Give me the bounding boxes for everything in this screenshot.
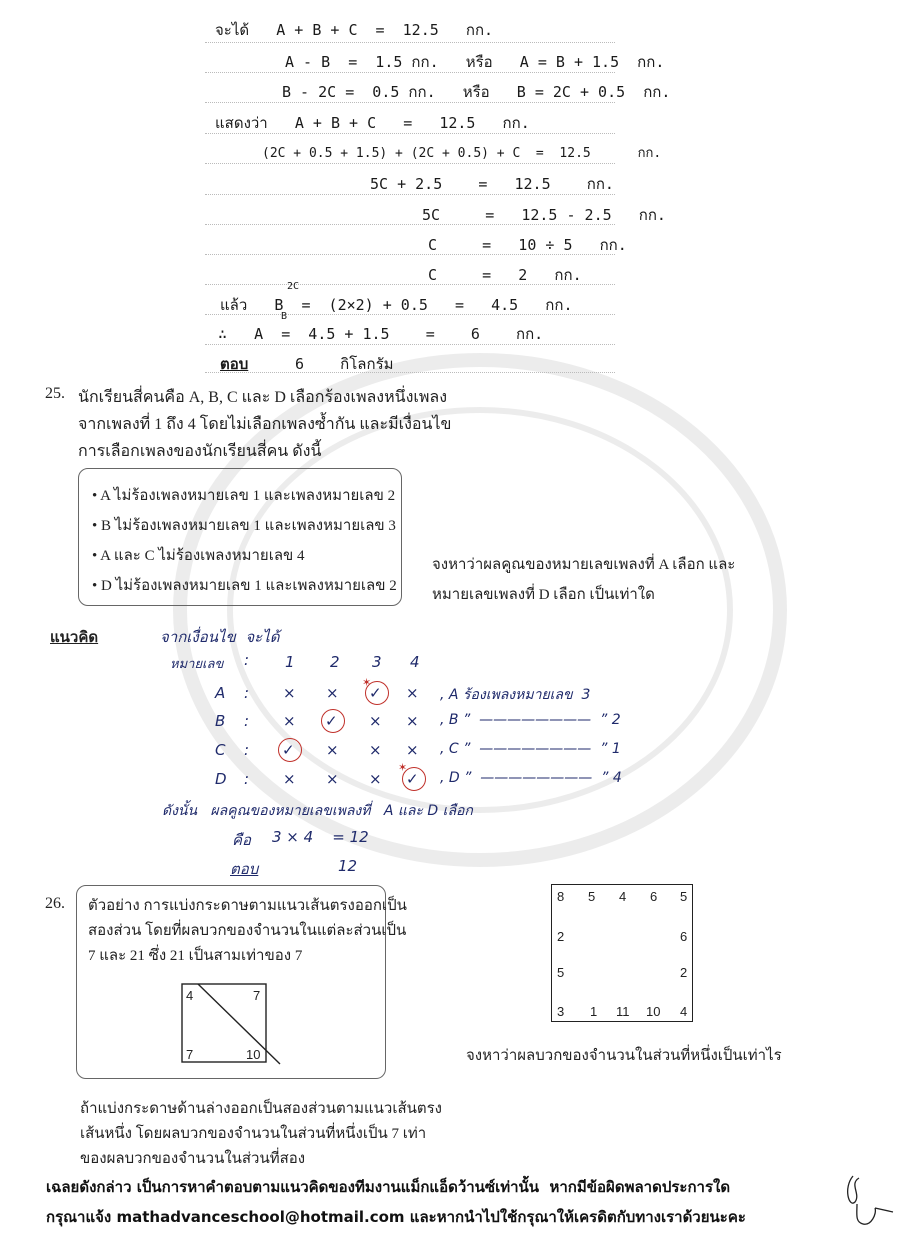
mark-a4: × — [406, 684, 419, 702]
song-2: 2 — [330, 653, 340, 671]
mark-b2: ✓ — [325, 712, 338, 730]
grid-right-2: 2 — [680, 965, 688, 980]
work-line-9: C = 2 กก. — [428, 266, 582, 284]
note-d: , D ” ———————— ” 4 — [440, 770, 622, 786]
example-square — [180, 982, 284, 1066]
condition-4: • D ไม่ร้องเพลงหมายเลข 1 และเพลงหมายเลข 2 — [92, 578, 397, 594]
note-a: , A ร้องเพลงหมายเลข 3 — [440, 687, 591, 703]
q25-text-1: นักเรียนสี่คนคือ A, B, C และ D เลือกร้องเพลงหนึ่งเพลง — [78, 389, 448, 406]
grid-bottom-2: 1 — [590, 1004, 598, 1019]
mark-b4: × — [406, 712, 419, 730]
condition-3: • A และ C ไม่ร้องเพลงหมายเลข 4 — [92, 548, 305, 564]
work-line-5: (2C + 0.5 + 1.5) + (2C + 0.5) + C = 12.5 กก. — [262, 146, 662, 161]
note-b: , B ” ———————— ” 2 — [440, 712, 621, 728]
mark-d1: × — [283, 770, 296, 788]
approach-answer-value: 12 — [338, 857, 358, 875]
work-line-7: 5C = 12.5 - 2.5 กก. — [422, 206, 666, 224]
row-name-b: B — [215, 712, 226, 730]
star-icon-d: ✶ — [398, 761, 408, 774]
superscript-2c: 2C — [287, 281, 300, 292]
q25-number: 25. — [45, 385, 65, 402]
mark-d4: ✓ — [406, 770, 419, 788]
grid-top-2: 5 — [588, 889, 596, 904]
song-3: 3 — [372, 653, 382, 671]
q26-text-1: ถ้าแบ่งกระดาษด้านล่างออกเป็นสองส่วนตามแนวเส้นตรง — [80, 1101, 442, 1117]
grid-top-3: 4 — [619, 889, 627, 904]
grid-bottom-5: 4 — [680, 1004, 688, 1019]
grid-top-5: 5 — [680, 889, 688, 904]
answer-value: 6 กิโลกรัม — [295, 355, 394, 373]
q26-text-3: ของผลบวกของจำนวนในส่วนที่สอง — [80, 1151, 306, 1167]
approach-answer-label: ตอบ — [230, 860, 259, 878]
condition-1: • A ไม่ร้องเพลงหมายเลข 1 และเพลงหมายเลข 2 — [92, 488, 396, 504]
approach-intro: จากเงื่อนไข จะได้ — [160, 628, 280, 646]
work-line-4: แสดงว่า A + B + C = 12.5 กก. — [215, 114, 530, 132]
answer-label: ตอบ — [220, 355, 249, 373]
mark-c3: × — [369, 741, 382, 759]
work-line-11: ∴ A = 4.5 + 1.5 = 6 กก. — [218, 325, 544, 343]
mark-b3: × — [369, 712, 382, 730]
grid-top-1: 8 — [557, 889, 565, 904]
grid-left-1: 2 — [557, 929, 565, 944]
q26-question: จงหาว่าผลบวกของจำนวนในส่วนที่หนึ่งเป็นเท่าไร — [466, 1048, 782, 1064]
q25-text-3: การเลือกเพลงของนักเรียนสี่คน ดังนี้ — [78, 443, 322, 460]
example-line-2: สองส่วน โดยที่ผลบวกของจำนวนในแต่ละส่วนเป็น — [88, 923, 407, 939]
header-label: หมายเลข — [170, 657, 224, 672]
mark-c2: × — [326, 741, 339, 759]
approach-label: แนวคิด — [50, 628, 99, 646]
row-colon-a: : — [244, 684, 250, 702]
row-colon-b: : — [244, 712, 250, 730]
mark-d3: × — [369, 770, 382, 788]
q25-question-1: จงหาว่าผลคูณของหมายเลขเพลงที่ A เลือก และ — [432, 557, 736, 573]
q26-text-2: เส้นหนึ่ง โดยผลบวกของจำนวนในส่วนที่หนึ่งเป็น 7 เท่า — [80, 1126, 427, 1142]
mark-c4: × — [406, 741, 419, 759]
mark-a3: ✓ — [369, 684, 382, 702]
grid-bottom-4: 10 — [646, 1004, 661, 1019]
superscript-b: B — [281, 311, 288, 322]
row-colon-c: : — [244, 741, 250, 759]
grid-left-2: 5 — [557, 965, 565, 980]
signature — [835, 1168, 895, 1230]
calc: 3 × 4 = 12 — [272, 828, 369, 846]
conclusion: ดังนั้น ผลคูณของหมายเลขเพลงที่ A และ D เลือก — [162, 803, 473, 819]
star-icon-a: ✶ — [362, 676, 372, 689]
row-name-c: C — [215, 741, 226, 759]
grid-right-1: 6 — [680, 929, 688, 944]
work-line-8: C = 10 ÷ 5 กก. — [428, 236, 627, 254]
mark-a2: × — [326, 684, 339, 702]
grid-top-4: 6 — [650, 889, 658, 904]
row-colon-d: : — [244, 770, 250, 788]
grid-bottom-1: 3 — [557, 1004, 565, 1019]
example-num-tl: 4 — [186, 988, 194, 1003]
grid-bottom-3: 11 — [616, 1004, 630, 1019]
example-line-3: 7 และ 21 ซึ่ง 21 เป็นสามเท่าของ 7 — [88, 948, 303, 964]
example-num-tr: 7 — [253, 988, 261, 1003]
song-1: 1 — [285, 653, 295, 671]
example-line-1: ตัวอย่าง การแบ่งกระดาษตามแนวเส้นตรงออกเป็น — [88, 898, 407, 914]
note-c: , C ” ———————— ” 1 — [440, 741, 621, 757]
q26-number: 26. — [45, 895, 65, 912]
mark-a1: × — [283, 684, 296, 702]
work-line-1: จะได้ A + B + C = 12.5 กก. — [215, 21, 494, 39]
row-name-d: D — [215, 770, 227, 788]
song-4: 4 — [410, 653, 420, 671]
footer-line-1: เฉลยดังกล่าว เป็นการหาคำตอบตามแนวคิดของทีมงานแม็กแอ็ดว้านซ์เท่านั้น หากมีข้อผิดพลาดประการใด — [46, 1178, 731, 1196]
example-num-bl: 7 — [186, 1047, 194, 1062]
row-name-a: A — [215, 684, 226, 702]
footer-line-2: กรุณาแจ้ง mathadvanceschool@hotmail.com และหากนำไปใช้กรุณาให้เครดิตกับทางเราด้วยนะคะ — [46, 1208, 746, 1226]
work-line-3: B - 2C = 0.5 กก. หรือ B = 2C + 0.5 กก. — [282, 83, 671, 101]
calc-label: คือ — [232, 831, 252, 849]
work-line-2: A - B = 1.5 กก. หรือ A = B + 1.5 กก. — [285, 53, 665, 71]
mark-c1: ✓ — [282, 741, 295, 759]
condition-2: • B ไม่ร้องเพลงหมายเลข 1 และเพลงหมายเลข 3 — [92, 518, 396, 534]
q25-question-2: หมายเลขเพลงที่ D เลือก เป็นเท่าใด — [432, 587, 655, 603]
header-colon: : — [244, 651, 250, 669]
work-line-10: แล้ว B = (2×2) + 0.5 = 4.5 กก. — [220, 296, 573, 314]
q25-text-2: จากเพลงที่ 1 ถึง 4 โดยไม่เลือกเพลงซ้ำกัน และมีเงื่อนไข — [78, 416, 452, 433]
work-line-6: 5C + 2.5 = 12.5 กก. — [370, 175, 614, 193]
number-grid — [551, 884, 693, 1022]
mark-d2: × — [326, 770, 339, 788]
mark-b1: × — [283, 712, 296, 730]
example-num-br: 10 — [246, 1047, 261, 1062]
